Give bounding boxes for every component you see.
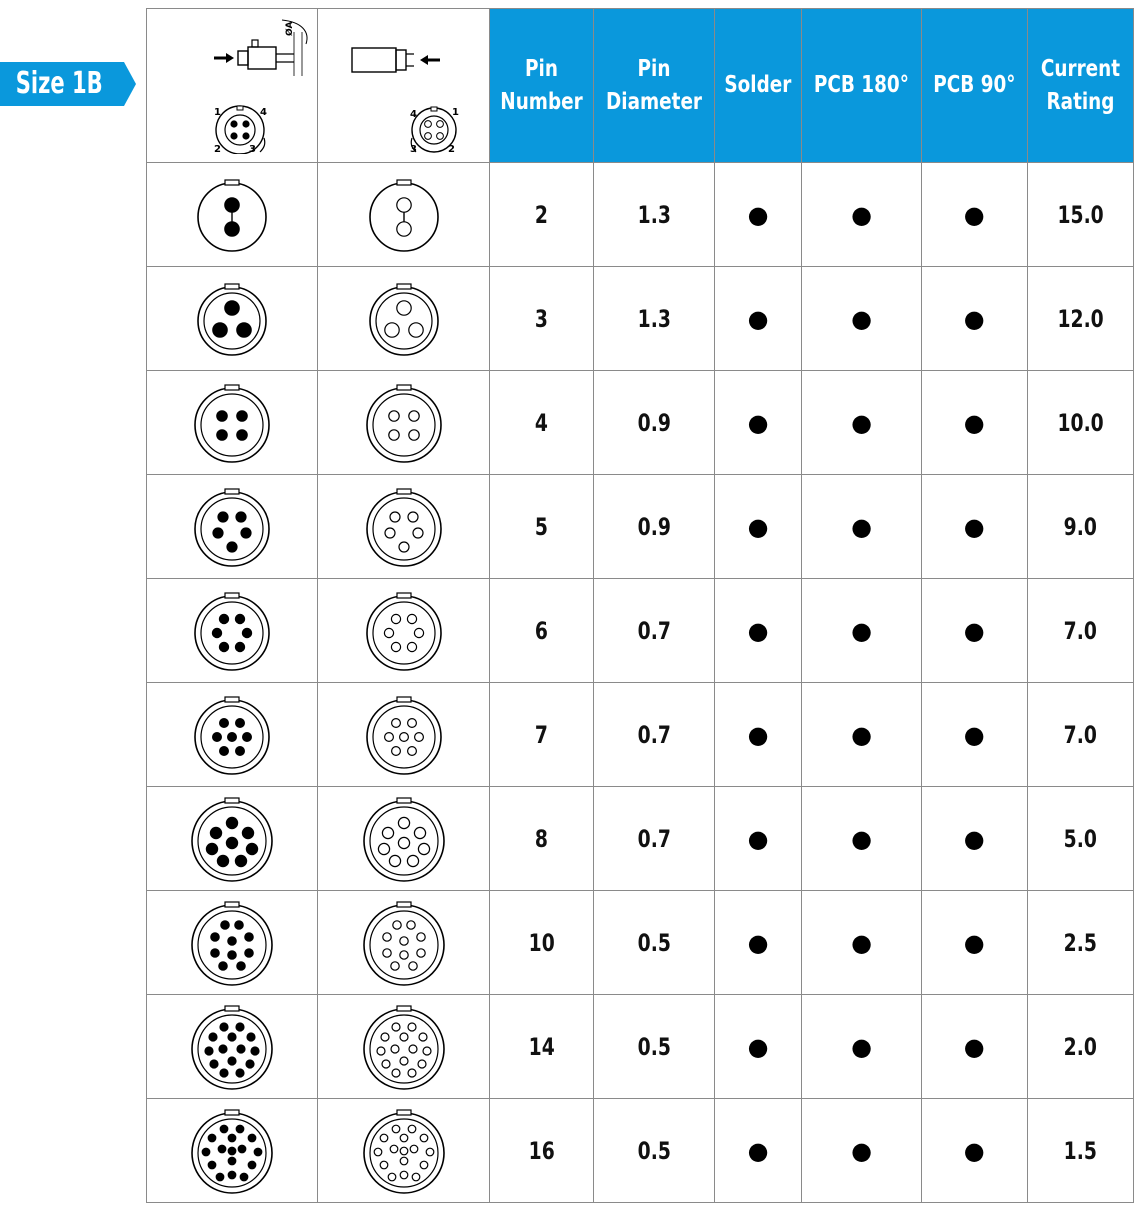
- current-rating-cell: [1027, 163, 1133, 267]
- col-header-label: PCB 90°: [933, 72, 1016, 98]
- pin-diameter-cell: [593, 891, 714, 995]
- pin-number-value: 5: [534, 512, 548, 541]
- pcb-90-availability-dot: ●: [922, 267, 1028, 371]
- plug-pin-1-label: 1: [214, 106, 222, 118]
- solder-availability-dot: ●: [714, 475, 801, 579]
- pin-diameter-value: 0.7: [637, 616, 671, 645]
- col-header-label: Pin Number: [500, 55, 583, 115]
- pcb-90-availability-dot: ●: [922, 371, 1028, 475]
- socket-contact-layout-14-pin: [356, 999, 452, 1095]
- socket-contact-layout-cell: [318, 579, 489, 683]
- size-tag: [0, 62, 136, 106]
- socket-contact-layout-cell: [318, 1099, 489, 1203]
- pin-diameter-value: 0.7: [637, 824, 671, 853]
- solder-availability-dot: ●: [714, 371, 801, 475]
- col-header-label: Pin Diameter: [605, 55, 702, 115]
- pin-diameter-value: 0.5: [637, 1032, 671, 1061]
- pin-number-cell: [489, 1099, 593, 1203]
- col-header-label: Current Rating: [1040, 55, 1120, 115]
- socket-contact-layout-7-pin: [356, 687, 452, 783]
- pin-number-cell: [489, 371, 593, 475]
- pcb-90-availability-dot: ●: [922, 683, 1028, 787]
- pin-number-value: 10: [528, 928, 555, 957]
- plug-pin-2-label: 2: [214, 143, 222, 154]
- size-label: Size 1B: [15, 66, 103, 101]
- pin-number-cell: [489, 891, 593, 995]
- socket-contact-layout-5-pin: [356, 479, 452, 575]
- solder-availability-dot: ●: [714, 995, 801, 1099]
- table-row: [147, 579, 1134, 683]
- pcb-90-availability-dot: ●: [922, 995, 1028, 1099]
- plug-contact-layout-14-pin: [184, 999, 280, 1095]
- pcb-180-availability-dot: ●: [802, 995, 922, 1099]
- pin-diameter-cell: [593, 1099, 714, 1203]
- socket-pin-3-label: 3: [409, 143, 417, 154]
- pcb-90-availability-dot: ●: [922, 891, 1028, 995]
- current-rating-cell: [1027, 267, 1133, 371]
- plug-contact-layout-2-pin: [184, 167, 280, 263]
- socket-contact-layout-6-pin: [356, 583, 452, 679]
- socket-contact-layout-cell: [318, 267, 489, 371]
- socket-pin-4-label: 4: [409, 108, 417, 120]
- current-rating-cell: [1027, 787, 1133, 891]
- current-rating-cell: [1027, 371, 1133, 475]
- pin-number-cell: [489, 995, 593, 1099]
- current-rating-value: 12.0: [1057, 304, 1104, 333]
- table-row: [147, 475, 1134, 579]
- plug-contact-layout-cell: [147, 267, 318, 371]
- socket-contact-layout-cell: [318, 683, 489, 787]
- pin-number-cell: [489, 579, 593, 683]
- current-rating-value: 5.0: [1063, 824, 1097, 853]
- pin-number-cell: [489, 267, 593, 371]
- plug-contact-layout-cell: [147, 787, 318, 891]
- plug-contact-layout-cell: [147, 371, 318, 475]
- col-header-pin-number: [489, 9, 593, 163]
- pin-number-value: 6: [534, 616, 548, 645]
- diameter-label: ØA: [285, 21, 296, 36]
- pin-diameter-value: 0.9: [637, 512, 671, 541]
- current-rating-value: 7.0: [1063, 720, 1097, 749]
- current-rating-value: 2.5: [1063, 928, 1097, 957]
- pcb-180-availability-dot: ●: [802, 163, 922, 267]
- socket-contact-layout-cell: [318, 787, 489, 891]
- plug-contact-layout-cell: [147, 683, 318, 787]
- pin-number-value: 7: [534, 720, 548, 749]
- solder-availability-dot: ●: [714, 787, 801, 891]
- plug-contact-layout-7-pin: [184, 687, 280, 783]
- plug-contact-layout-16-pin: [184, 1103, 280, 1199]
- col-header-solder: [714, 9, 801, 163]
- pin-diameter-value: 1.3: [637, 304, 671, 333]
- socket-side-drawing: [324, 14, 484, 154]
- pcb-180-availability-dot: ●: [802, 1099, 922, 1203]
- table-row: [147, 891, 1134, 995]
- current-rating-cell: [1027, 579, 1133, 683]
- plug-pin-3-label: 3: [249, 143, 257, 154]
- plug-contact-layout-5-pin: [184, 479, 280, 575]
- socket-contact-layout-cell: [318, 371, 489, 475]
- table-row: [147, 683, 1134, 787]
- solder-availability-dot: ●: [714, 267, 801, 371]
- plug-contact-layout-6-pin: [184, 583, 280, 679]
- pin-number-value: 3: [534, 304, 548, 333]
- pin-number-cell: [489, 475, 593, 579]
- current-rating-cell: [1027, 995, 1133, 1099]
- pcb-180-availability-dot: ●: [802, 683, 922, 787]
- plug-contact-layout-3-pin: [184, 271, 280, 367]
- pin-diameter-cell: [593, 683, 714, 787]
- col-header-pcb-90: [922, 9, 1028, 163]
- current-rating-value: 15.0: [1057, 200, 1104, 229]
- pin-number-value: 16: [528, 1136, 555, 1165]
- header-row: [147, 9, 1134, 163]
- plug-side-drawing: [152, 14, 312, 154]
- plug-contact-layout-4-pin: [184, 375, 280, 471]
- pin-diameter-cell: [593, 267, 714, 371]
- pin-diameter-value: 1.3: [637, 200, 671, 229]
- current-rating-cell: [1027, 683, 1133, 787]
- solder-availability-dot: ●: [714, 1099, 801, 1203]
- plug-side-drawing-cell: [147, 9, 318, 163]
- plug-contact-layout-cell: [147, 995, 318, 1099]
- plug-contact-layout-cell: [147, 891, 318, 995]
- pin-number-cell: [489, 787, 593, 891]
- pin-diameter-cell: [593, 787, 714, 891]
- socket-contact-layout-4-pin: [356, 375, 452, 471]
- table-row: [147, 995, 1134, 1099]
- pcb-180-availability-dot: ●: [802, 475, 922, 579]
- current-rating-value: 7.0: [1063, 616, 1097, 645]
- col-header-pin-diameter: [593, 9, 714, 163]
- pcb-180-availability-dot: ●: [802, 787, 922, 891]
- connector-spec-table: [146, 8, 1134, 1203]
- pin-diameter-cell: [593, 371, 714, 475]
- pcb-180-availability-dot: ●: [802, 891, 922, 995]
- plug-contact-layout-cell: [147, 163, 318, 267]
- socket-contact-layout-3-pin: [356, 271, 452, 367]
- solder-availability-dot: ●: [714, 163, 801, 267]
- table-row: [147, 787, 1134, 891]
- current-rating-cell: [1027, 475, 1133, 579]
- col-header-label: Solder: [724, 72, 792, 98]
- socket-contact-layout-2-pin: [356, 167, 452, 263]
- socket-pin-2-label: 2: [447, 143, 455, 154]
- current-rating-cell: [1027, 1099, 1133, 1203]
- pin-diameter-value: 0.5: [637, 1136, 671, 1165]
- pin-number-value: 2: [534, 200, 548, 229]
- plug-contact-layout-cell: [147, 579, 318, 683]
- pin-number-value: 14: [528, 1032, 555, 1061]
- pcb-180-availability-dot: ●: [802, 579, 922, 683]
- plug-contact-layout-cell: [147, 1099, 318, 1203]
- current-rating-value: 1.5: [1063, 1136, 1097, 1165]
- current-rating-value: 2.0: [1063, 1032, 1097, 1061]
- pcb-180-availability-dot: ●: [802, 267, 922, 371]
- pin-diameter-value: 0.9: [637, 408, 671, 437]
- solder-availability-dot: ●: [714, 579, 801, 683]
- current-rating-value: 10.0: [1057, 408, 1104, 437]
- pin-number-cell: [489, 163, 593, 267]
- table-row: [147, 267, 1134, 371]
- socket-contact-layout-8-pin: [356, 791, 452, 887]
- pin-diameter-cell: [593, 995, 714, 1099]
- pcb-90-availability-dot: ●: [922, 475, 1028, 579]
- socket-side-drawing-cell: [318, 9, 489, 163]
- pin-diameter-value: 0.7: [637, 720, 671, 749]
- pin-diameter-cell: [593, 475, 714, 579]
- current-rating-value: 9.0: [1063, 512, 1097, 541]
- solder-availability-dot: ●: [714, 683, 801, 787]
- solder-availability-dot: ●: [714, 891, 801, 995]
- table-row: [147, 1099, 1134, 1203]
- pin-diameter-cell: [593, 163, 714, 267]
- pcb-90-availability-dot: ●: [922, 1099, 1028, 1203]
- socket-contact-layout-10-pin: [356, 895, 452, 991]
- plug-pin-4-label: 4: [260, 106, 268, 118]
- pin-diameter-cell: [593, 579, 714, 683]
- pcb-90-availability-dot: ●: [922, 579, 1028, 683]
- socket-pin-1-label: 1: [451, 106, 459, 118]
- socket-contact-layout-cell: [318, 995, 489, 1099]
- socket-contact-layout-cell: [318, 475, 489, 579]
- socket-contact-layout-16-pin: [356, 1103, 452, 1199]
- pin-number-value: 8: [534, 824, 548, 853]
- plug-contact-layout-cell: [147, 475, 318, 579]
- socket-contact-layout-cell: [318, 891, 489, 995]
- table-row: [147, 371, 1134, 475]
- plug-contact-layout-8-pin: [184, 791, 280, 887]
- pcb-90-availability-dot: ●: [922, 163, 1028, 267]
- pin-number-cell: [489, 683, 593, 787]
- plug-contact-layout-10-pin: [184, 895, 280, 991]
- pcb-90-availability-dot: ●: [922, 787, 1028, 891]
- pin-diameter-value: 0.5: [637, 928, 671, 957]
- socket-contact-layout-cell: [318, 163, 489, 267]
- col-header-current-rating: [1027, 9, 1133, 163]
- table-row: [147, 163, 1134, 267]
- col-header-pcb-180: [802, 9, 922, 163]
- current-rating-cell: [1027, 891, 1133, 995]
- col-header-label: PCB 180°: [814, 72, 910, 98]
- pcb-180-availability-dot: ●: [802, 371, 922, 475]
- pin-number-value: 4: [534, 408, 548, 437]
